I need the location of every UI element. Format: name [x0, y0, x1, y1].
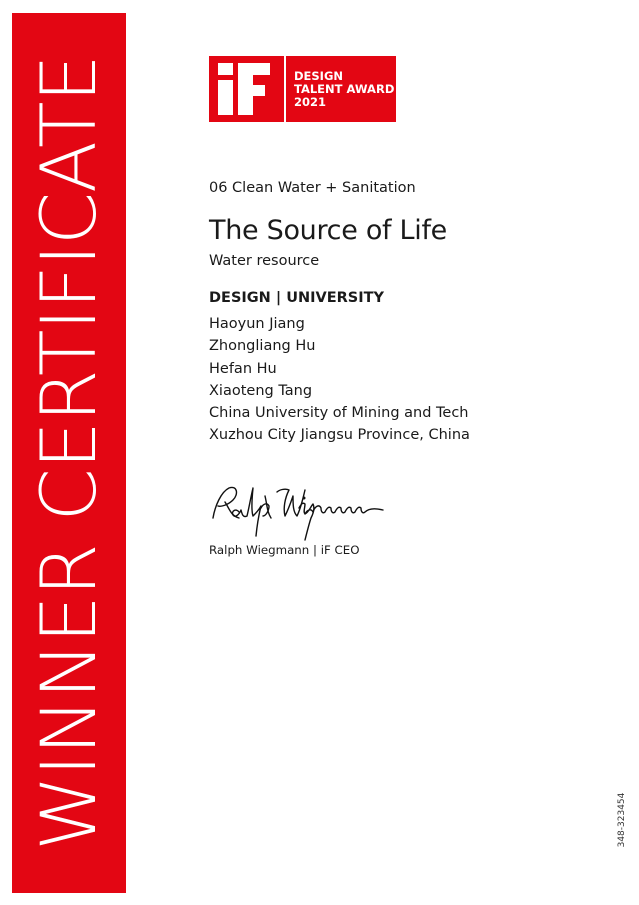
project-title: The Source of Life — [209, 215, 447, 246]
if-design-talent-award-logo — [209, 56, 396, 122]
logo-line-year: 2021 — [294, 94, 327, 109]
winner-certificate-label: WINNER CERTIFICATE — [24, 55, 113, 851]
list-item: Hefan Hu — [209, 360, 277, 377]
award-category: 06 Clean Water + Sanitation — [209, 180, 416, 196]
list-item: Zhongliang Hu — [209, 338, 316, 355]
winner-certificate-band — [12, 13, 126, 893]
list-item: Xuzhou City Jiangsu Province, China — [209, 427, 470, 444]
list-item: Xiaoteng Tang — [209, 382, 313, 399]
project-subtitle: Water resource — [209, 253, 320, 269]
logo-text — [294, 70, 394, 109]
logo-line-design: DESIGN — [294, 68, 344, 83]
list-item: Haoyun Jiang — [209, 316, 305, 332]
participants-list — [209, 313, 470, 447]
list-item: China University of Mining and Tech — [209, 405, 469, 422]
certificate-number: 348-323454 — [617, 792, 627, 848]
logo-line-talent-award: TALENT AWARD — [294, 81, 395, 96]
if-logo-mark — [218, 63, 280, 115]
logo-divider — [284, 56, 286, 122]
discipline-label: DESIGN | UNIVERSITY — [209, 290, 385, 306]
signer-name: Ralph Wiegmann | iF CEO — [209, 543, 360, 557]
signature-icon — [209, 478, 389, 546]
